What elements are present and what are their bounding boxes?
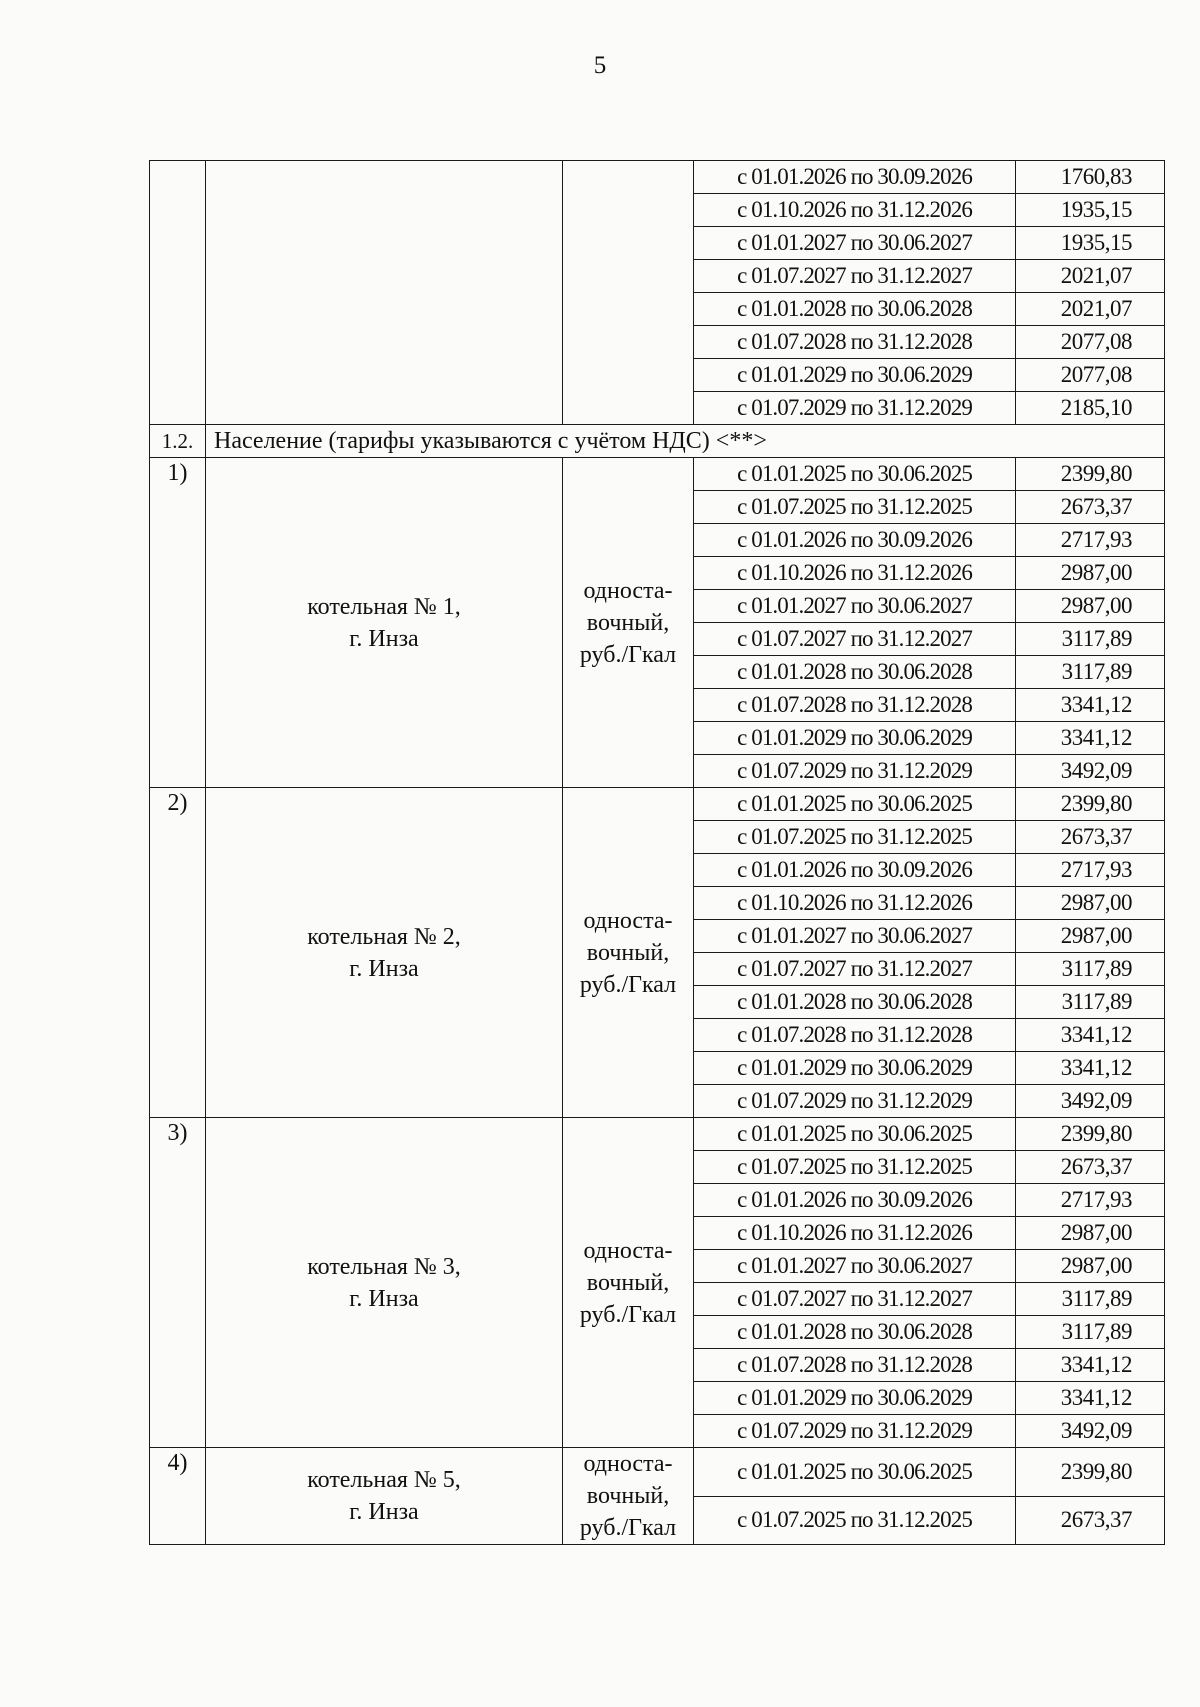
period-cell: с 01.07.2027 по 31.12.2027	[694, 953, 1016, 986]
period-cell: с 01.01.2026 по 30.09.2026	[694, 854, 1016, 887]
period-cell: с 01.01.2028 по 30.06.2028	[694, 656, 1016, 689]
tariff-value-cell: 3117,89	[1016, 1316, 1165, 1349]
tariff-value-cell: 3341,12	[1016, 1019, 1165, 1052]
period-cell: с 01.07.2027 по 31.12.2027	[694, 260, 1016, 293]
period-cell: с 01.01.2029 по 30.06.2029	[694, 1052, 1016, 1085]
tariff-value-cell: 3341,12	[1016, 1052, 1165, 1085]
tariff-value-cell: 3492,09	[1016, 1415, 1165, 1448]
period-cell: с 01.01.2028 по 30.06.2028	[694, 293, 1016, 326]
boiler-name-cell	[206, 1448, 563, 1545]
boiler-name-cell	[206, 161, 563, 425]
tariff-type-cell	[563, 458, 694, 788]
period-cell: с 01.01.2027 по 30.06.2027	[694, 1250, 1016, 1283]
period-cell: с 01.01.2025 по 30.06.2025	[694, 458, 1016, 491]
period-cell: с 01.07.2025 по 31.12.2025	[694, 491, 1016, 524]
boiler-city: г. Инза	[349, 1499, 419, 1525]
boiler-name: котельная № 1,	[307, 593, 461, 620]
boiler-city: г. Инза	[349, 625, 419, 652]
page-number: 5	[593, 52, 607, 79]
tariff-value-cell: 3117,89	[1016, 986, 1165, 1019]
tariff-unit: руб./Гкал	[579, 1301, 677, 1328]
tariff-value-cell: 2673,37	[1016, 821, 1165, 854]
period-cell: с 01.07.2028 по 31.12.2028	[694, 326, 1016, 359]
tariff-value-cell: 2673,37	[1016, 1151, 1165, 1184]
tariff-value-cell: 2021,07	[1016, 293, 1165, 326]
tariff-value-cell: 2717,93	[1016, 524, 1165, 557]
row-number-cell: 3)	[150, 1118, 206, 1448]
row-number-cell	[150, 161, 206, 425]
tariff-value-cell: 3117,89	[1016, 656, 1165, 689]
period-cell: с 01.01.2027 по 30.06.2027	[694, 590, 1016, 623]
tariff-value-cell: 2987,00	[1016, 590, 1165, 623]
period-cell: с 01.07.2029 по 31.12.2029	[694, 755, 1016, 788]
tariff-value-cell: 2987,00	[1016, 1250, 1165, 1283]
tariff-type-cell	[563, 1118, 694, 1448]
tariff-value-cell: 3117,89	[1016, 623, 1165, 656]
tariff-value-cell: 2077,08	[1016, 359, 1165, 392]
tariff-value-cell: 1935,15	[1016, 194, 1165, 227]
tariff-value-cell: 2673,37	[1016, 1496, 1165, 1545]
row-number-cell: 1)	[150, 458, 206, 788]
period-cell: с 01.01.2026 по 30.09.2026	[694, 524, 1016, 557]
row-number-cell: 4)	[150, 1448, 206, 1545]
row-number-cell: 2)	[150, 788, 206, 1118]
tariff-value-cell: 3341,12	[1016, 1349, 1165, 1382]
boiler-name: котельная № 5,	[307, 1467, 461, 1493]
tariff-type-line: односта-	[583, 1451, 673, 1477]
tariff-value-cell: 1760,83	[1016, 161, 1165, 194]
section-title: Население (тарифы указываются с учётом НДС) <**>	[206, 425, 1165, 458]
tariff-value-cell: 2399,80	[1016, 458, 1165, 491]
period-cell: с 01.07.2028 по 31.12.2028	[694, 689, 1016, 722]
tariff-type-cell	[563, 788, 694, 1118]
period-cell: с 01.07.2029 по 31.12.2029	[694, 1415, 1016, 1448]
tariff-value-cell: 3341,12	[1016, 689, 1165, 722]
period-cell: с 01.07.2025 по 31.12.2025	[694, 1151, 1016, 1184]
tariff-type-line: вочный,	[586, 939, 670, 966]
boiler-city: г. Инза	[349, 955, 419, 982]
tariff-value-cell: 2673,37	[1016, 491, 1165, 524]
boiler-city: г. Инза	[349, 1285, 419, 1312]
tariff-value-cell: 3117,89	[1016, 953, 1165, 986]
period-cell: с 01.01.2025 по 30.06.2025	[694, 788, 1016, 821]
tariff-value-cell: 2185,10	[1016, 392, 1165, 425]
tariff-value-cell: 2717,93	[1016, 854, 1165, 887]
tariff-type-cell	[563, 161, 694, 425]
tariff-value-cell: 2077,08	[1016, 326, 1165, 359]
table-row	[150, 161, 1165, 194]
period-cell: с 01.07.2029 по 31.12.2029	[694, 1085, 1016, 1118]
tariff-value-cell: 2021,07	[1016, 260, 1165, 293]
period-cell: с 01.07.2027 по 31.12.2027	[694, 1283, 1016, 1316]
period-cell: с 01.01.2028 по 30.06.2028	[694, 986, 1016, 1019]
period-cell: с 01.07.2029 по 31.12.2029	[694, 392, 1016, 425]
period-cell: с 01.07.2028 по 31.12.2028	[694, 1019, 1016, 1052]
tariff-value-cell: 1935,15	[1016, 227, 1165, 260]
period-cell: с 01.07.2027 по 31.12.2027	[694, 623, 1016, 656]
period-cell: с 01.01.2026 по 30.09.2026	[694, 161, 1016, 194]
tariff-type-line: вочный,	[586, 609, 670, 636]
period-cell: с 01.10.2026 по 31.12.2026	[694, 557, 1016, 590]
tariff-value-cell: 2987,00	[1016, 557, 1165, 590]
table-row	[150, 788, 1165, 821]
tariff-type-line: односта-	[583, 577, 673, 604]
tariff-value-cell: 2987,00	[1016, 887, 1165, 920]
period-cell: с 01.01.2029 по 30.06.2029	[694, 359, 1016, 392]
period-cell: с 01.01.2029 по 30.06.2029	[694, 722, 1016, 755]
tariff-unit: руб./Гкал	[579, 641, 677, 668]
tariff-type-line: односта-	[583, 1237, 673, 1264]
tariff-table	[149, 160, 1165, 1545]
tariff-value-cell: 3117,89	[1016, 1283, 1165, 1316]
period-cell: с 01.01.2025 по 30.06.2025	[694, 1118, 1016, 1151]
boiler-name-cell	[206, 1118, 563, 1448]
period-cell: с 01.01.2028 по 30.06.2028	[694, 1316, 1016, 1349]
tariff-value-cell: 2717,93	[1016, 1184, 1165, 1217]
tariff-type-line: односта-	[583, 907, 673, 934]
period-cell: с 01.10.2026 по 31.12.2026	[694, 194, 1016, 227]
tariff-unit: руб./Гкал	[579, 971, 677, 998]
tariff-value-cell: 3341,12	[1016, 1382, 1165, 1415]
boiler-name-cell	[206, 458, 563, 788]
period-cell: с 01.01.2026 по 30.09.2026	[694, 1184, 1016, 1217]
boiler-name: котельная № 3,	[307, 1253, 461, 1280]
tariff-unit: руб./Гкал	[579, 1515, 677, 1541]
period-cell: с 01.07.2028 по 31.12.2028	[694, 1349, 1016, 1382]
period-cell: с 01.10.2026 по 31.12.2026	[694, 887, 1016, 920]
tariff-type-cell	[563, 1448, 694, 1545]
section-number: 1.2.	[150, 425, 206, 458]
boiler-name-cell	[206, 788, 563, 1118]
period-cell: с 01.01.2027 по 30.06.2027	[694, 227, 1016, 260]
boiler-name: котельная № 2,	[307, 923, 461, 950]
table-row	[150, 1448, 1165, 1497]
tariff-value-cell: 2987,00	[1016, 920, 1165, 953]
period-cell: с 01.10.2026 по 31.12.2026	[694, 1217, 1016, 1250]
period-cell: с 01.07.2025 по 31.12.2025	[694, 821, 1016, 854]
period-cell: с 01.07.2025 по 31.12.2025	[694, 1496, 1016, 1545]
tariff-type-line: вочный,	[586, 1269, 670, 1296]
tariff-value-cell: 2399,80	[1016, 1118, 1165, 1151]
table-row	[150, 1118, 1165, 1151]
tariff-value-cell: 2399,80	[1016, 1448, 1165, 1497]
tariff-value-cell: 3492,09	[1016, 755, 1165, 788]
tariff-value-cell: 3341,12	[1016, 722, 1165, 755]
tariff-type-line: вочный,	[586, 1483, 670, 1509]
section-row	[150, 425, 1165, 458]
period-cell: с 01.01.2025 по 30.06.2025	[694, 1448, 1016, 1497]
tariff-value-cell: 2399,80	[1016, 788, 1165, 821]
period-cell: с 01.01.2029 по 30.06.2029	[694, 1382, 1016, 1415]
tariff-value-cell: 2987,00	[1016, 1217, 1165, 1250]
period-cell: с 01.01.2027 по 30.06.2027	[694, 920, 1016, 953]
tariff-value-cell: 3492,09	[1016, 1085, 1165, 1118]
table-row	[150, 458, 1165, 491]
